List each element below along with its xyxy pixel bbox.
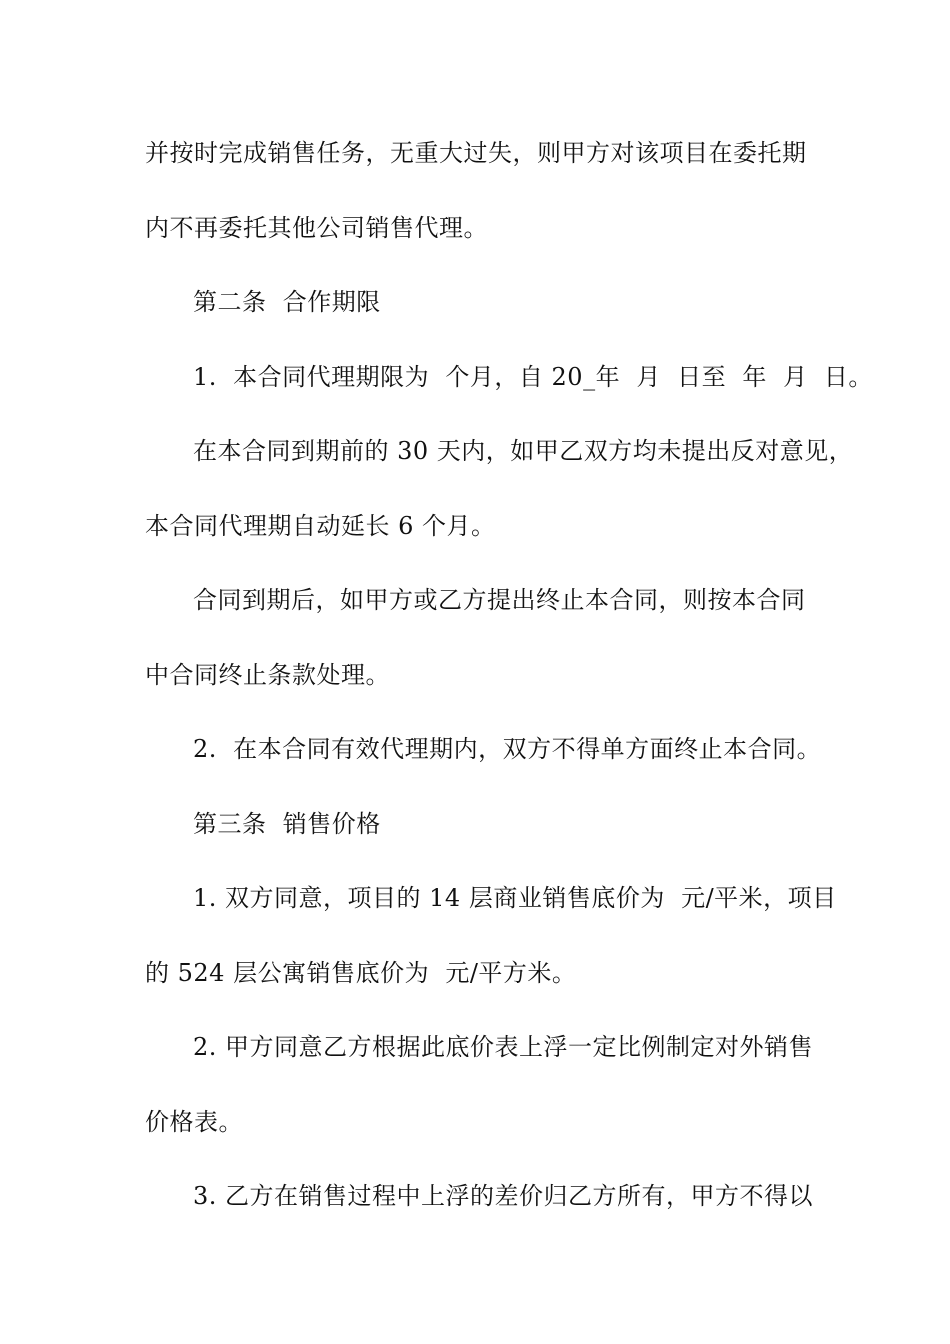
paragraph-line: 1. 双方同意，项目的 14 层商业销售底价为 元/平米，项目 [193,884,837,912]
paragraph-line: 合同到期后，如甲方或乙方提出终止本合同，则按本合同 [193,586,806,614]
paragraph-line: 内不再委托其他公司销售代理。 [145,214,488,242]
paragraph-line: 在本合同到期前的 30 天内，如甲乙双方均未提出反对意见， [193,437,854,465]
paragraph-line: 2. 在本合同有效代理期内，双方不得单方面终止本合同。 [193,735,822,763]
paragraph-line: 本合同代理期自动延长 6 个月。 [145,512,496,540]
paragraph-line: 并按时完成销售任务，无重大过失，则甲方对该项目在委托期 [145,139,807,167]
paragraph-line: 1. 本合同代理期限为 个月，自 20_年 月 日至 年 月 日。 [193,363,873,391]
paragraph-line: 2. 甲方同意乙方根据此底价表上浮一定比例制定对外销售 [193,1033,814,1061]
paragraph-line: 中合同终止条款处理。 [145,661,390,689]
section-heading-article-3: 第三条 销售价格 [193,810,381,838]
paragraph-line: 的 524 层公寓销售底价为 元/平方米。 [145,959,577,987]
paragraph-line: 价格表。 [145,1108,243,1136]
section-heading-article-2: 第二条 合作期限 [193,288,381,316]
paragraph-line: 3. 乙方在销售过程中上浮的差价归乙方所有，甲方不得以 [193,1182,814,1210]
